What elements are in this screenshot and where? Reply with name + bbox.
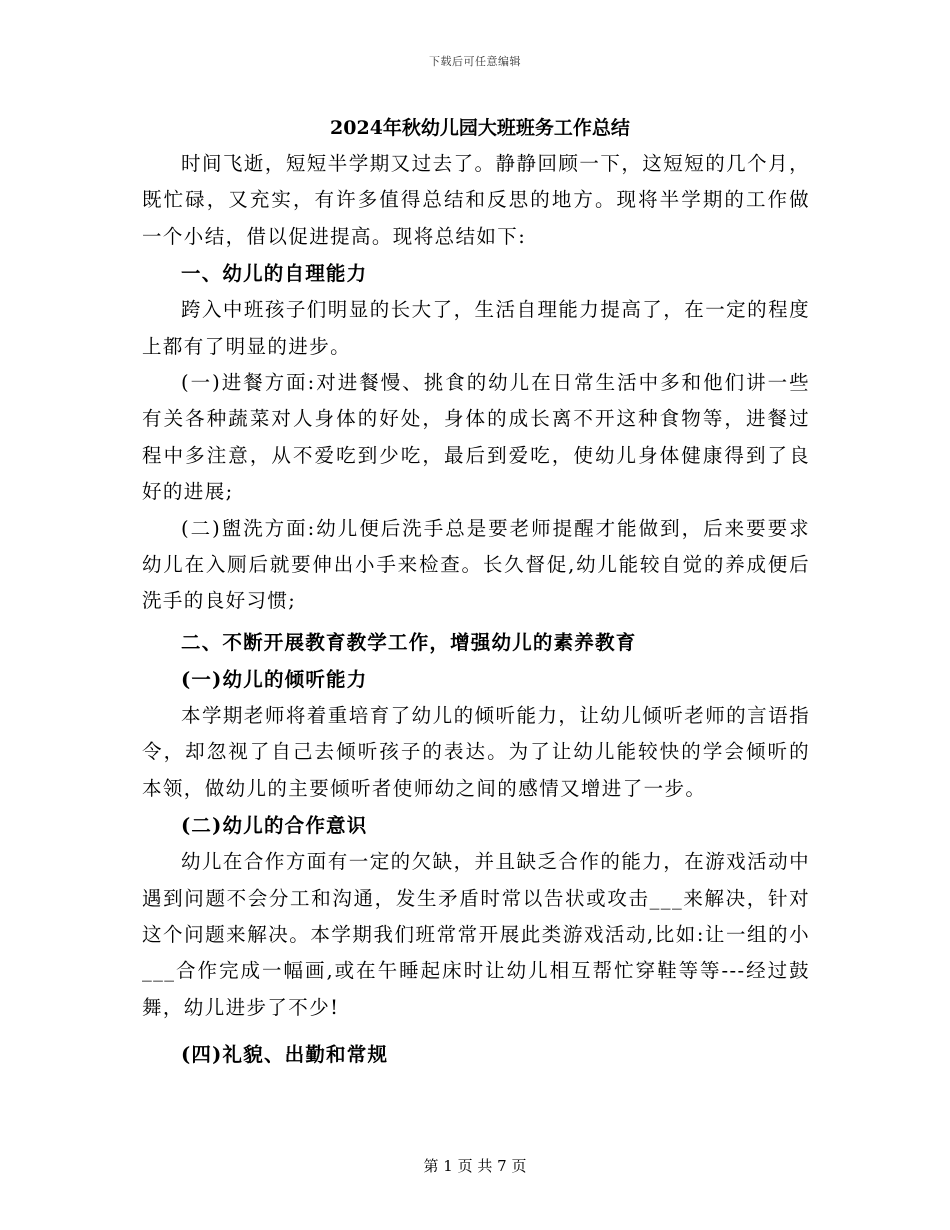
document-title: 2024年秋幼儿园大班班务工作总结 — [330, 117, 630, 139]
section2-sub2-heading: (二)幼儿的合作意识 — [181, 814, 368, 838]
section2-sub4-heading: (四)礼貌、出勤和常规 — [181, 1043, 389, 1067]
section2-heading: 二、不断开展教育教学工作，增强幼儿的素养教育 — [181, 630, 637, 654]
document-body — [142, 110, 810, 1073]
section1-paragraph-1: 跨入中班孩子们明显的长大了，生活自理能力提高了，在一定的程度上都有了明显的进步。 — [142, 298, 810, 358]
section2-sub1-paragraph: 本学期老师将着重培育了幼儿的倾听能力，让幼儿倾听老师的言语指令，却忽视了自己去倾听孩子的表达。为了让幼儿能较快的学会倾听的本领，做幼儿的主要倾听者使师幼之间的感情又增进了一步。 — [142, 703, 810, 800]
page-number: 第 1 页 共 7 页 — [423, 1157, 527, 1175]
header-note: 下载后可任意编辑 — [429, 55, 521, 68]
intro-paragraph: 时间飞逝，短短半学期又过去了。静静回顾一下，这短短的几个月，既忙碌，又充实，有许多值得总结和反思的地方。现将半学期的工作做一个小结，借以促进提高。现将总结如下: — [142, 152, 810, 248]
section1-heading: 一、幼儿的自理能力 — [181, 262, 368, 286]
section1-paragraph-3: (二)盥洗方面:幼儿便后洗手总是要老师提醒才能做到，后来要要求幼儿在入厕后就要伸出小手来检查。长久督促,幼儿能较自觉的养成便后洗手的良好习惯; — [142, 516, 810, 613]
section1-paragraph-2: (一)进餐方面:对进餐慢、挑食的幼儿在日常生活中多和他们讲一些有关各种蔬菜对人身体的好处，身体的成长离不开这种食物等，进餐过程中多注意，从不爱吃到少吃，最后到爱吃，使幼儿身体健康得到了良好的进展; — [142, 371, 810, 504]
section2-sub2-paragraph: 幼儿在合作方面有一定的欠缺，并且缺乏合作的能力，在游戏活动中遇到问题不会分工和沟通，发生矛盾时常以告状或攻击___来解决，针对这个问题来解决。本学期我们班常常开展此类游戏活动,比如:让一组的小___合作完成一幅画,或在午睡起床时让幼儿相互帮忙穿鞋等等---经过鼓舞，幼儿进步了不少! — [142, 850, 810, 1019]
section2-sub1-heading: (一)幼儿的倾听能力 — [181, 667, 368, 691]
